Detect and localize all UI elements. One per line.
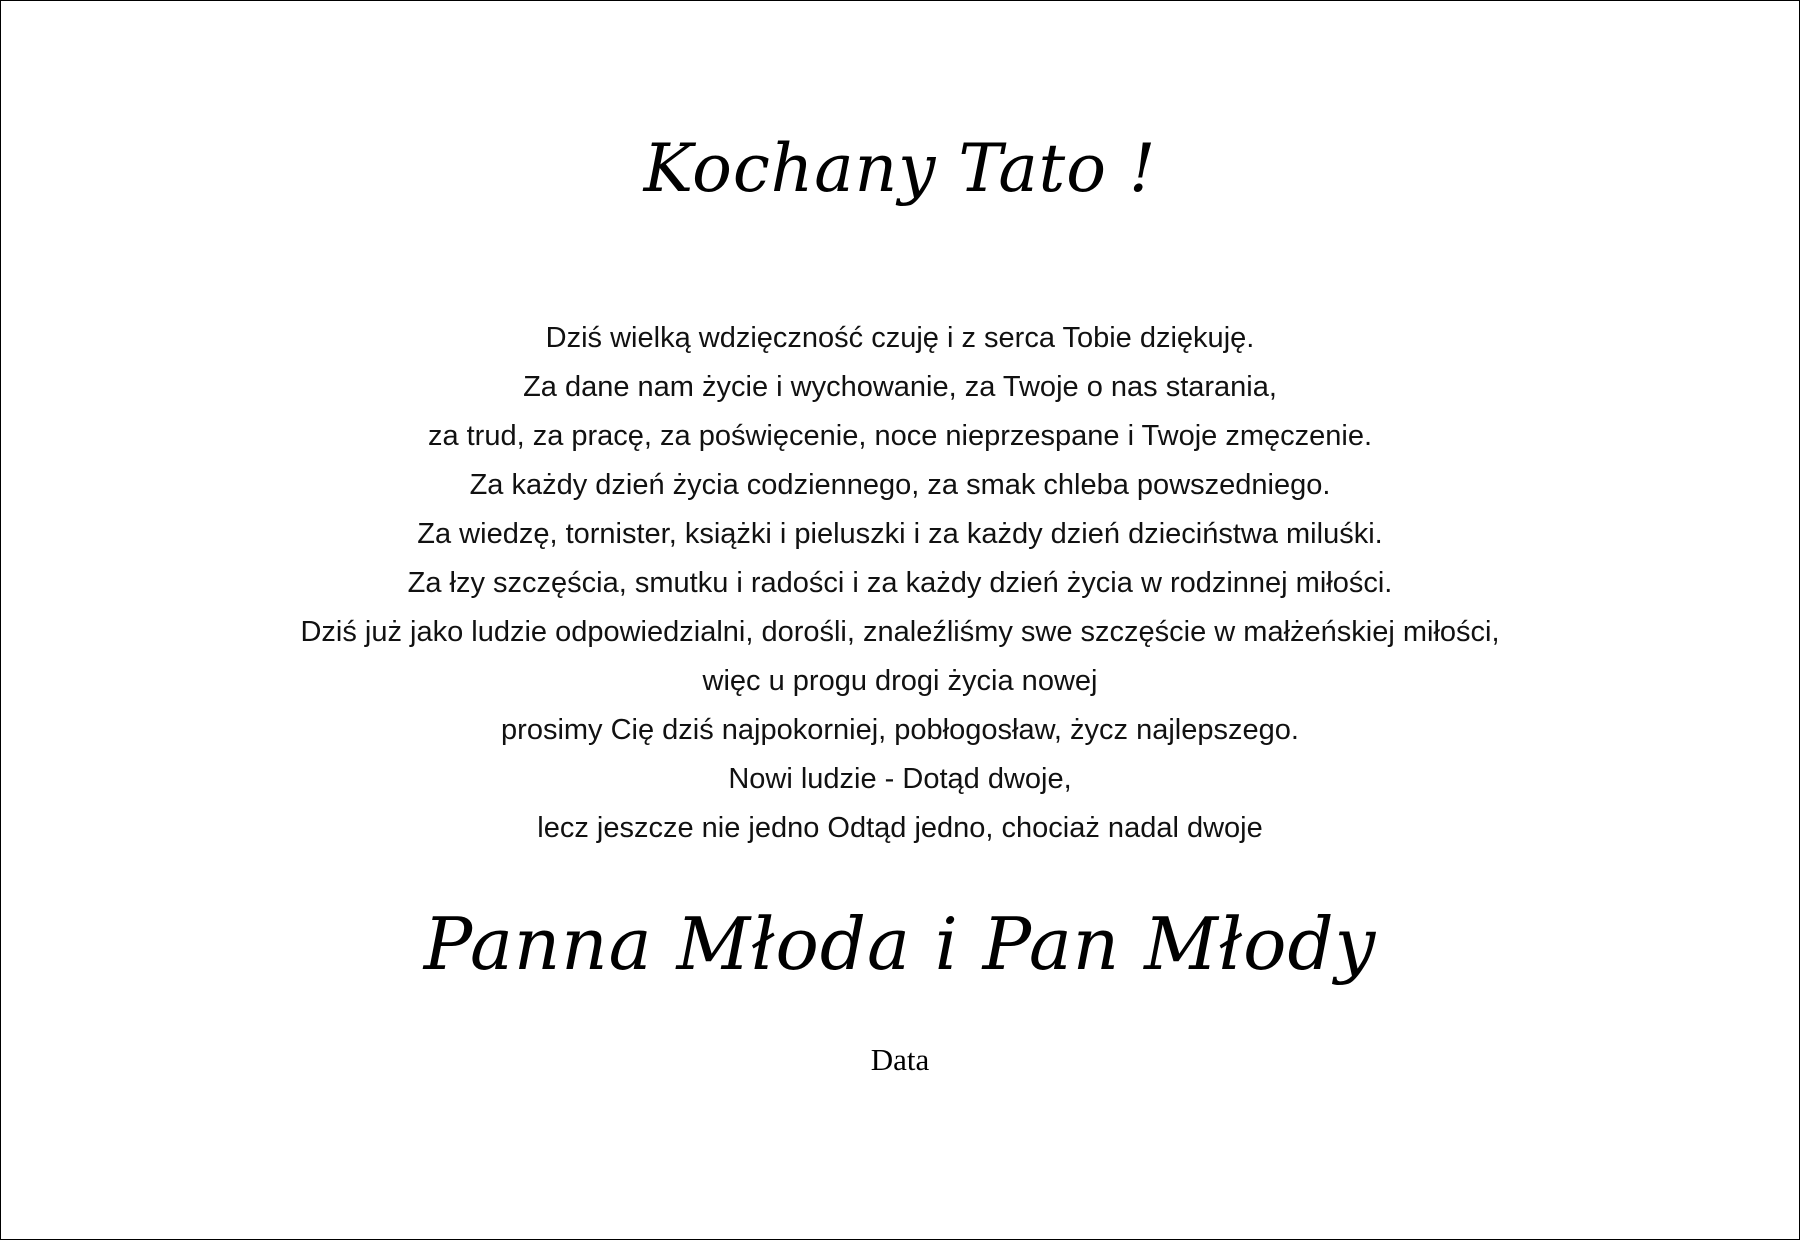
- date-label: Data: [870, 1042, 930, 1077]
- poem-body: [101, 314, 1699, 853]
- poem-line: Za dane nam życie i wychowanie, za Twoje o nas starania,: [523, 371, 1277, 403]
- poem-line: Dziś wielką wdzięczność czuję i z serca Tobie dziękuję.: [545, 322, 1255, 354]
- poem-line: prosimy Cię dziś najpokorniej, pobłogosław, życz najlepszego.: [501, 714, 1299, 746]
- poem-line: za trud, za pracę, za poświęcenie, noce nieprzespane i Twoje zmęczenie.: [427, 420, 1373, 452]
- poem-line: więc u progu drogi życia nowej: [702, 665, 1098, 697]
- card-signature: Panna Młoda i Pan Młody: [423, 902, 1377, 986]
- poem-line: Nowi ludzie - Dotąd dwoje,: [728, 763, 1072, 795]
- card-heading: Kochany Tato !: [643, 130, 1157, 207]
- poem-line: Za wiedzę, tornister, książki i pieluszki i za każdy dzień dzieciństwa miluśki.: [417, 518, 1383, 550]
- poem-line: Za każdy dzień życia codziennego, za smak chleba powszedniego.: [469, 469, 1331, 501]
- poem-line: Za łzy szczęścia, smutku i radości i za każdy dzień życia w rodzinnej miłości.: [407, 567, 1393, 599]
- poem-line: Dziś już jako ludzie odpowiedzialni, dorośli, znaleźliśmy swe szczęście w małżeńskiej miłości,: [300, 616, 1500, 648]
- poem-line: lecz jeszcze nie jedno Odtąd jedno, chociaż nadal dwoje: [537, 812, 1263, 844]
